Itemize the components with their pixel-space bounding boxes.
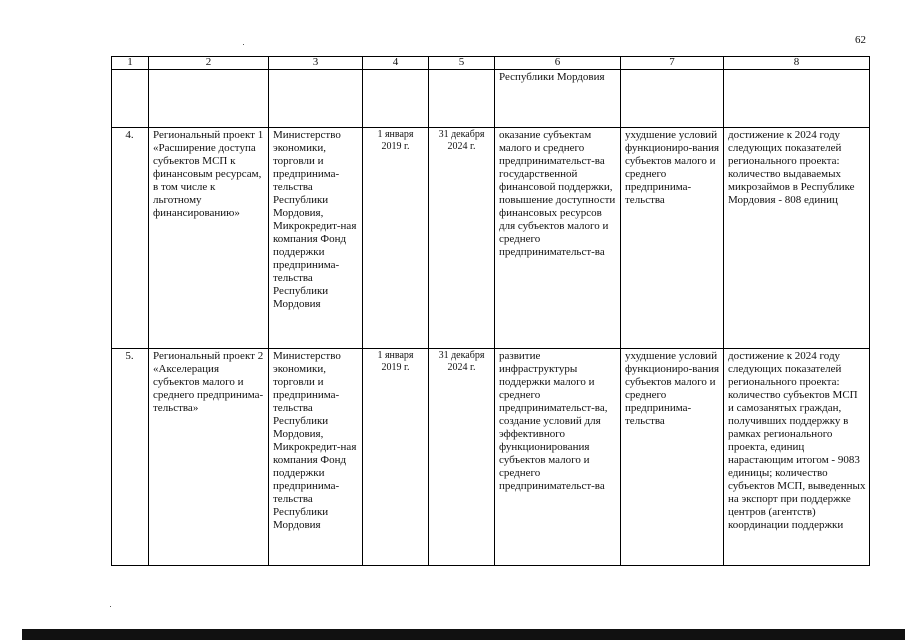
table-cell — [149, 70, 269, 128]
responsible-cell: Министерство экономики, торговли и предпринима-тельства Республики Мордовия, Микрокредит-ная компания Фонд поддержки предпринима-тельства Республики Мордовия — [269, 349, 363, 566]
column-numbers-row — [112, 57, 870, 70]
end-date-year: 2024 г. — [447, 141, 476, 152]
start-date-cell — [363, 128, 429, 349]
table-cell — [724, 70, 870, 128]
start-date-cell — [363, 349, 429, 566]
end-date-day: 31 декабря — [438, 350, 485, 361]
continuation-row — [112, 70, 870, 128]
end-date-day: 31 декабря — [438, 129, 485, 140]
scan-edge-bar — [22, 629, 905, 640]
indicators-cell: достижение к 2024 году следующих показателей регионального проекта: количество субъектов МСП и самозанятых граждан, получивших поддержку в рамках регионального проекта, единиц нарастающим итогом - 9083 единицы; количество субъектов МСП, выведенных на экспорт при поддержке центров (агентств) координации поддержки — [724, 349, 870, 566]
start-date-day: 1 января — [377, 350, 414, 361]
consequence-cell: ухудшение условий функциониро-вания субъектов малого и среднего предпринима-тельства — [621, 349, 724, 566]
column-header-2: 2 — [149, 57, 269, 70]
row-number: 5. — [112, 349, 149, 566]
responsible-cell: Министерство экономики, торговли и предпринима-тельства Республики Мордовия, Микрокредит-ная компания Фонд поддержки предпринима-тельства Республики Мордовия — [269, 128, 363, 349]
activities-table — [111, 56, 870, 566]
end-date-cell — [429, 128, 495, 349]
continuation-result-cell: Республики Мордовия — [495, 70, 621, 128]
table-row — [112, 349, 870, 566]
table-cell — [363, 70, 429, 128]
column-header-1: 1 — [112, 57, 149, 70]
table-row — [112, 128, 870, 349]
table-cell — [621, 70, 724, 128]
start-date-year: 2019 г. — [381, 362, 410, 373]
column-header-5: 5 — [429, 57, 495, 70]
column-header-8: 8 — [724, 57, 870, 70]
consequence-cell: ухудшение условий функциониро-вания субъектов малого и среднего предпринима-тельства — [621, 128, 724, 349]
column-header-6: 6 — [495, 57, 621, 70]
table-cell — [429, 70, 495, 128]
page-number: 62 — [855, 34, 866, 46]
start-date-year: 2019 г. — [381, 141, 410, 152]
table-cell — [112, 70, 149, 128]
end-date-year: 2024 г. — [447, 362, 476, 373]
project-name-cell: Региональный проект 2 «Акселерация субъектов малого и среднего предпринима-тельства» — [149, 349, 269, 566]
table-cell — [269, 70, 363, 128]
result-cell: развитие инфраструктуры поддержки малого и среднего предпринимательст-ва, создание условий для эффективного функционирования субъектов малого и среднего предпринимательст-ва — [495, 349, 621, 566]
start-date-day: 1 января — [377, 129, 414, 140]
indicators-cell: достижение к 2024 году следующих показателей регионального проекта: количество выдаваемых микрозаймов в Республике Мордовия - 808 единиц — [724, 128, 870, 349]
scan-speck — [243, 44, 244, 45]
project-name-cell: Региональный проект 1 «Расширение доступа субъектов МСП к финансовым ресурсам, в том числе к льготному финансированию» — [149, 128, 269, 349]
row-number: 4. — [112, 128, 149, 349]
end-date-cell — [429, 349, 495, 566]
column-header-3: 3 — [269, 57, 363, 70]
scan-speck — [110, 606, 111, 607]
column-header-4: 4 — [363, 57, 429, 70]
column-header-7: 7 — [621, 57, 724, 70]
result-cell: оказание субъектам малого и среднего предпринимательст-ва государственной финансовой поддержки, повышение доступности финансовых ресурсов для субъектов малого и среднего предпринимательст-ва — [495, 128, 621, 349]
